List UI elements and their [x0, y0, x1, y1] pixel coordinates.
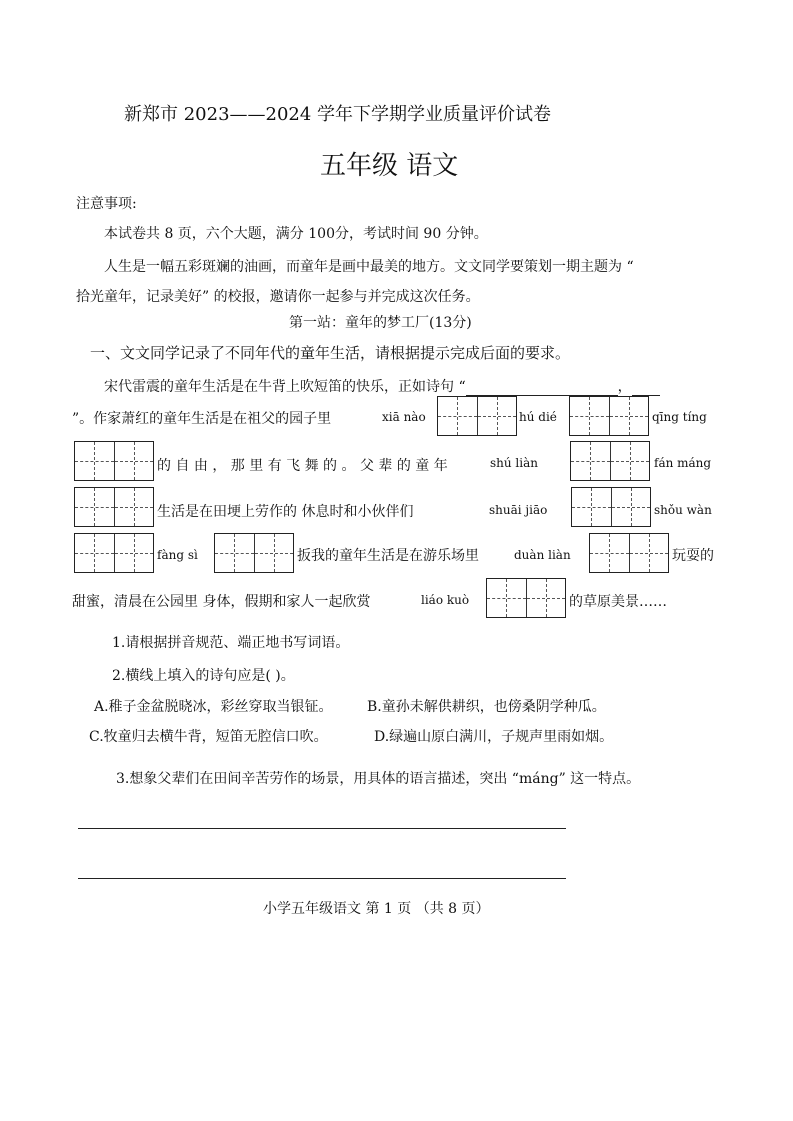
option-d[interactable]: D.绿遍山原白满川，子规声里雨如烟。 — [374, 729, 614, 745]
question-1-title: 一、文文同学记录了不同年代的童年生活，请根据提示完成后面的要求。 — [90, 344, 571, 362]
writing-grid-liaokuo[interactable] — [486, 578, 566, 618]
grid-cell — [572, 488, 612, 526]
page-footer: 小学五年级语文 第 1 页 （共 8 页） — [263, 901, 490, 917]
option-b[interactable]: B.童孙未解供耕织，也傍桑阴学种瓜。 — [367, 699, 606, 715]
answer-blank[interactable] — [466, 379, 618, 396]
sub-question-1: 1.请根据拼音规范、端正地书写词语。 — [112, 635, 350, 651]
station-title: 第一站：童年的梦工厂(13分) — [289, 315, 472, 331]
writing-grid-shuaijiao[interactable] — [571, 487, 651, 527]
grid-cell — [75, 442, 115, 480]
writing-grid-duanlian[interactable] — [589, 533, 669, 573]
pinyin-liaokuo: liáo kuò — [421, 593, 470, 607]
writing-grid-hudie[interactable] — [569, 396, 649, 436]
comma: ， — [617, 379, 632, 395]
passage-text: 玩耍的 — [672, 548, 714, 564]
writing-grid-shulian[interactable] — [570, 441, 650, 481]
pinyin-fangsi: fàng sì — [157, 548, 198, 562]
pinyin-duanlian: duàn liàn — [514, 548, 571, 562]
grid-cell — [590, 534, 630, 572]
grid-cell — [255, 534, 294, 572]
passage-text: 的 自 由 ， 那 里 有 飞 舞 的 。 父 辈 的 童 年 — [157, 458, 448, 474]
writing-grid-shouwan[interactable] — [74, 533, 154, 573]
passage-text: ”。作家萧红的童年生活是在祖父的园子里 — [72, 411, 332, 427]
intro-line-1: 人生是一幅五彩斑斓的油画，而童年是画中最美的地方。文文同学要策划一期主题为 “ — [104, 259, 634, 275]
passage-text: 甜蜜，清晨在公园里 身体，假期和家人一起欣赏 — [72, 594, 371, 610]
pinyin-qingting: qīng tíng — [652, 410, 707, 424]
pinyin-xiaonao: xiā nào — [382, 410, 426, 424]
grid-cell — [630, 534, 669, 572]
sub-question-2: 2.横线上填入的诗句应是( )。 — [112, 668, 295, 684]
grid-cell — [215, 534, 255, 572]
intro-line-2: 拾光童年，记录美好” 的校报，邀请你一起参与并完成这次任务。 — [76, 289, 480, 305]
grid-cell — [610, 397, 649, 435]
grid-cell — [115, 442, 154, 480]
writing-grid-fanmang[interactable] — [74, 487, 154, 527]
grid-cell — [75, 534, 115, 572]
option-c[interactable]: C.牧童归去横牛背，短笛无腔信口吹。 — [89, 729, 328, 745]
grid-cell — [438, 397, 478, 435]
grid-cell — [527, 579, 566, 617]
grid-cell — [611, 442, 650, 480]
subject-title: 五年级 语文 — [320, 151, 459, 181]
answer-blank[interactable] — [632, 379, 660, 396]
passage-line-1 — [104, 376, 660, 396]
grid-cell — [612, 488, 651, 526]
grid-cell — [571, 442, 611, 480]
passage-text: 扳我的童年生活是在游乐场里 — [297, 548, 479, 564]
passage-text: 的草原美景…… — [569, 594, 667, 610]
answer-line[interactable] — [78, 878, 566, 879]
grid-cell — [75, 488, 115, 526]
notice-label: 注意事项: — [76, 196, 137, 212]
pinyin-fanmang: fán máng — [654, 456, 712, 470]
notice-text: 本试卷共 8 页，六个大题，满分 100分，考试时间 90 分钟。 — [104, 226, 488, 242]
writing-grid-qingting[interactable] — [74, 441, 154, 481]
sub-question-3: 3.想象父辈们在田间辛苦劳作的场景，用具体的语言描述，突出 “máng” 这一特点。 — [116, 771, 641, 787]
grid-cell — [487, 579, 527, 617]
grid-cell — [478, 397, 517, 435]
option-a[interactable]: A.稚子金盆脱晓冰，彩丝穿取当银钲。 — [94, 699, 333, 715]
pinyin-hudie: hú dié — [519, 410, 557, 424]
grid-cell — [570, 397, 610, 435]
passage-text: 生活是在田埂上劳作的 休息时和小伙伴们 — [157, 504, 414, 520]
pinyin-shuaijiao: shuāi jiāo — [489, 503, 548, 517]
pinyin-shulian: shú liàn — [490, 456, 538, 470]
answer-line[interactable] — [78, 828, 566, 829]
passage-text: 宋代雷震的童年生活是在牛背上吹短笛的快乐，正如诗句 “ — [104, 379, 466, 395]
grid-cell — [115, 488, 154, 526]
exam-title: 新郑市 2023——2024 学年下学期学业质量评价试卷 — [124, 104, 552, 125]
grid-cell — [115, 534, 154, 572]
pinyin-shouwan: shǒu wàn — [654, 503, 712, 517]
writing-grid-xiaonao[interactable] — [437, 396, 517, 436]
writing-grid-fangsi[interactable] — [214, 533, 294, 573]
